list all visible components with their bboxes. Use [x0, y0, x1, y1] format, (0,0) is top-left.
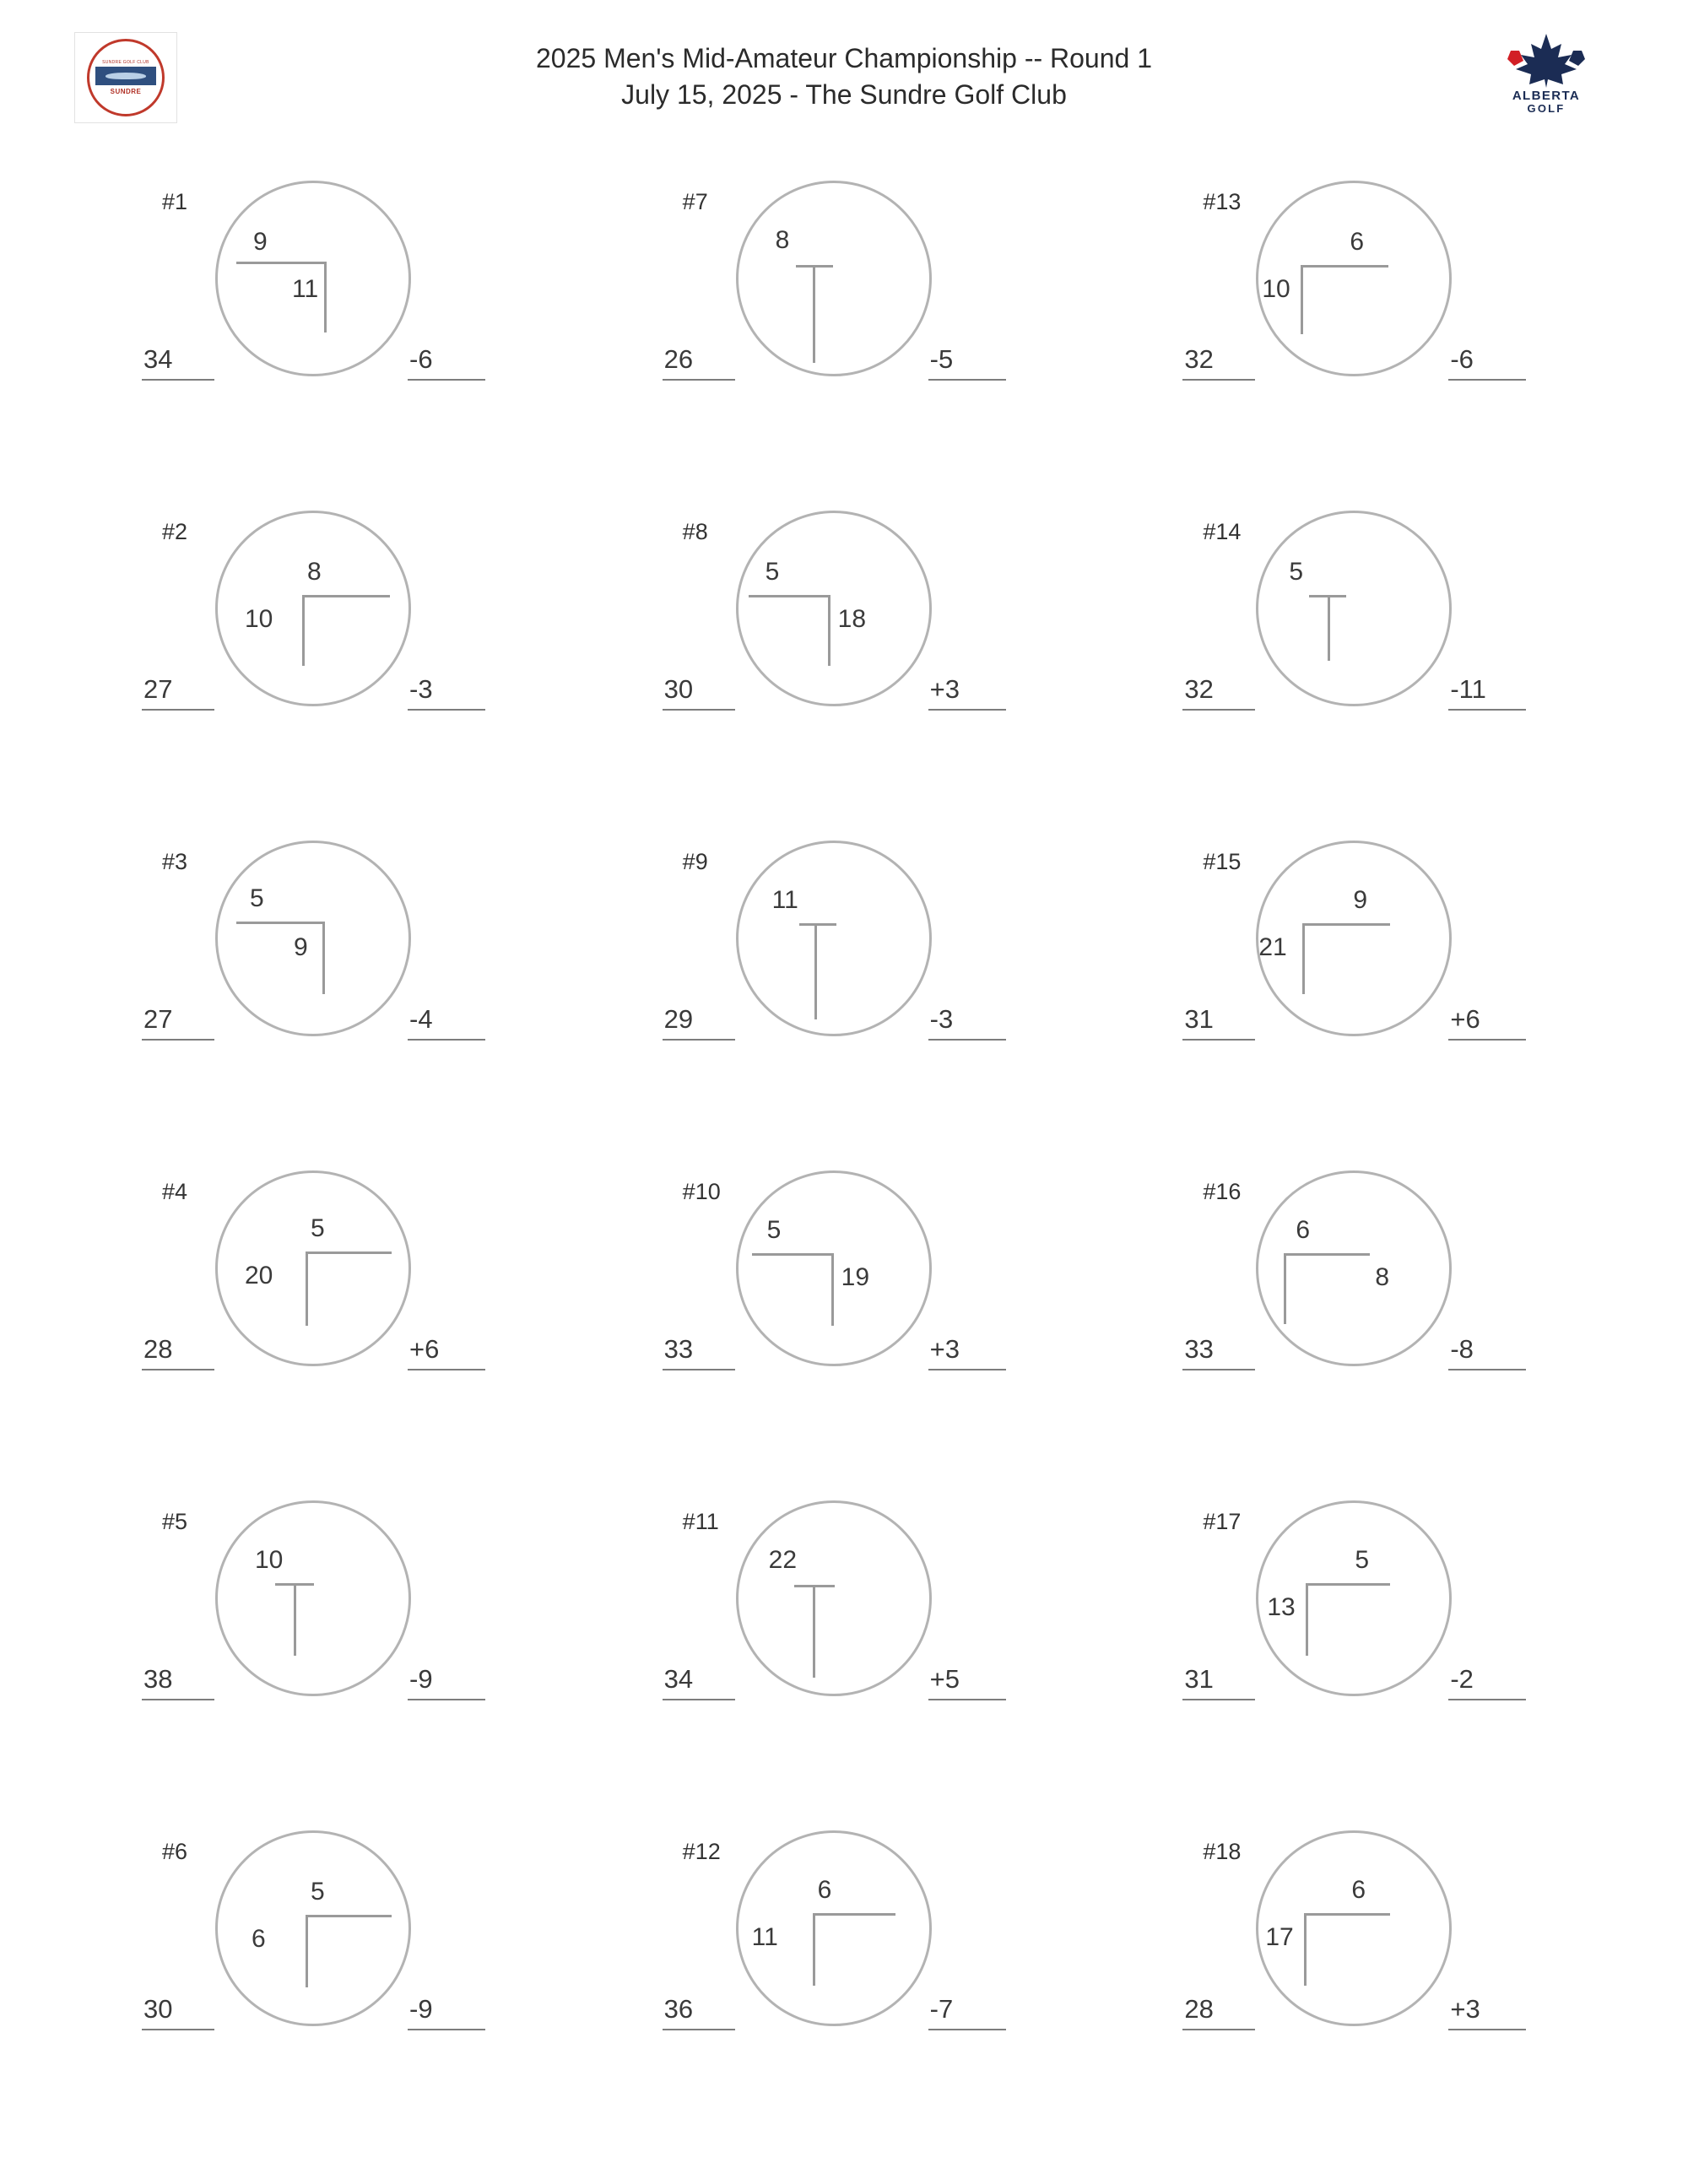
left-stat-rule — [1182, 1699, 1255, 1700]
mark-horizontal — [1302, 923, 1390, 926]
right-stat — [928, 1994, 1021, 2030]
hole-number: #7 — [682, 189, 708, 214]
hole-row — [0, 825, 1688, 1155]
left-stat — [663, 344, 744, 381]
hole-number: #12 — [682, 1839, 721, 1864]
left-stat — [663, 1004, 744, 1041]
alberta-golf-wordmark — [1512, 89, 1580, 114]
hole-circle — [736, 1170, 932, 1366]
hole-cell-13 — [1167, 165, 1688, 495]
right-stat-value: -3 — [409, 674, 433, 704]
hole-cell-8 — [647, 495, 1168, 825]
crest-icon — [87, 39, 165, 116]
left-stat-rule — [663, 2029, 735, 2030]
hole-number: #4 — [162, 1179, 188, 1204]
left-stat-rule — [663, 1369, 735, 1370]
hole-number: #8 — [682, 519, 708, 544]
hole-circle — [736, 1500, 932, 1696]
mark-vertical — [306, 1251, 308, 1326]
title-line-2: July 15, 2025 - The Sundre Golf Club — [621, 79, 1067, 111]
hole-cell-18 — [1167, 1815, 1688, 2145]
putts-value: 21 — [1258, 933, 1287, 961]
left-stat-value: 33 — [663, 1334, 694, 1364]
crest-top-text: SUNDRE GOLF CLUB — [102, 59, 149, 65]
right-stat-rule — [928, 1039, 1006, 1041]
left-stat-rule — [142, 2029, 214, 2030]
left-stat — [1182, 1994, 1263, 2030]
strokes-value: 5 — [250, 884, 264, 912]
left-stat-rule — [663, 379, 735, 381]
alberta-golf-line-2: GOLF — [1527, 101, 1566, 115]
strokes-value: 22 — [768, 1546, 798, 1574]
left-stat — [1182, 344, 1263, 381]
mark-horizontal — [749, 595, 830, 597]
hole-number: #13 — [1203, 189, 1242, 214]
right-stat — [928, 674, 1021, 711]
maple-leaf-icon — [1502, 32, 1590, 88]
left-stat-rule — [142, 709, 214, 711]
left-stat — [1182, 674, 1263, 711]
left-stat-value: 38 — [143, 1664, 173, 1694]
hole-cell-7 — [647, 165, 1168, 495]
right-stat-value: +6 — [409, 1334, 440, 1364]
left-stat-value: 34 — [143, 344, 173, 374]
putts-value: 10 — [245, 605, 273, 633]
right-stat — [408, 1664, 500, 1700]
left-stat-rule — [663, 709, 735, 711]
mark-horizontal — [1304, 1913, 1390, 1916]
strokes-value: 5 — [1289, 558, 1304, 586]
right-stat-rule — [1448, 379, 1526, 381]
hole-row — [0, 1155, 1688, 1485]
hole-cell-11 — [647, 1485, 1168, 1815]
left-stat-value: 36 — [663, 1994, 694, 2024]
hole-cell-12 — [647, 1815, 1168, 2145]
mark-horizontal — [306, 1251, 392, 1254]
strokes-value: 5 — [311, 1878, 325, 1906]
hole-number: #10 — [682, 1179, 721, 1204]
right-stat-value: -9 — [409, 1994, 433, 2024]
hole-cell-9 — [647, 825, 1168, 1155]
left-stat-rule — [142, 1369, 214, 1370]
mark-vertical — [828, 595, 830, 666]
left-stat — [663, 1334, 744, 1370]
hole-grid — [0, 165, 1688, 2145]
hole-number: #16 — [1203, 1179, 1242, 1204]
left-stat-rule — [1182, 2029, 1255, 2030]
hole-circle — [215, 1830, 411, 2026]
mark-horizontal — [813, 1913, 895, 1916]
left-stat-value: 27 — [143, 1004, 173, 1034]
left-stat-rule — [663, 1699, 735, 1700]
right-stat-rule — [408, 379, 485, 381]
alberta-golf-logo — [1496, 32, 1597, 125]
hole-cell-1 — [127, 165, 647, 495]
putts-value: 6 — [252, 1925, 266, 1953]
right-stat-value: +3 — [929, 1334, 960, 1364]
right-stat-rule — [1448, 2029, 1526, 2030]
left-stat-rule — [663, 1039, 735, 1041]
right-stat-value: -6 — [1450, 344, 1474, 374]
right-stat — [408, 1334, 500, 1370]
mark-vertical — [1284, 1253, 1286, 1324]
hole-number: #3 — [162, 849, 188, 874]
left-stat-value: 30 — [663, 674, 694, 704]
putts-value: 11 — [292, 275, 319, 303]
right-stat — [1448, 1994, 1541, 2030]
hole-row — [0, 1485, 1688, 1815]
strokes-value: 10 — [255, 1546, 284, 1574]
putts-value: 19 — [841, 1263, 870, 1291]
right-stat-rule — [1448, 1699, 1526, 1700]
right-stat-rule — [408, 709, 485, 711]
right-stat-rule — [408, 1369, 485, 1370]
strokes-value: 6 — [817, 1876, 832, 1904]
putts-value: 18 — [837, 605, 867, 633]
right-stat-rule — [928, 379, 1006, 381]
right-stat-value: -9 — [409, 1664, 433, 1694]
left-stat — [1182, 1664, 1263, 1700]
hole-circle — [1256, 511, 1452, 706]
left-stat-rule — [1182, 1369, 1255, 1370]
left-stat — [1182, 1334, 1263, 1370]
right-stat — [928, 1664, 1021, 1700]
strokes-value: 6 — [1351, 1876, 1366, 1904]
mark-horizontal — [752, 1253, 833, 1256]
left-stat-value: 26 — [663, 344, 694, 374]
sundre-golf-club-crest — [74, 32, 177, 123]
right-stat-value: +3 — [929, 674, 960, 704]
putts-value: 8 — [1375, 1263, 1390, 1291]
right-stat-rule — [408, 1699, 485, 1700]
right-stat — [1448, 1004, 1541, 1041]
right-stat-rule — [1448, 1369, 1526, 1370]
alberta-golf-line-1: ALBERTA — [1512, 89, 1581, 103]
strokes-value: 8 — [307, 558, 322, 586]
left-stat — [142, 344, 223, 381]
putts-value: 17 — [1265, 1923, 1294, 1951]
left-stat-rule — [142, 379, 214, 381]
left-stat — [142, 1334, 223, 1370]
right-stat-value: -11 — [1450, 674, 1486, 704]
mark-vertical — [831, 1253, 834, 1326]
mark-vertical — [1328, 595, 1330, 661]
right-stat-value: +5 — [929, 1664, 960, 1694]
right-stat-rule — [408, 1039, 485, 1041]
right-stat — [1448, 674, 1541, 711]
hole-number: #17 — [1203, 1509, 1242, 1534]
hole-number: #9 — [682, 849, 708, 874]
mark-vertical — [324, 262, 327, 332]
strokes-value: 11 — [771, 886, 798, 914]
left-stat-value: 32 — [1184, 344, 1214, 374]
hole-cell-3 — [127, 825, 647, 1155]
page-title — [0, 41, 1688, 113]
hole-cell-6 — [127, 1815, 647, 2145]
strokes-value: 5 — [765, 558, 780, 586]
left-stat-rule — [142, 1699, 214, 1700]
mark-vertical — [294, 1583, 296, 1656]
mark-vertical — [1306, 1583, 1308, 1656]
page-header — [0, 0, 1688, 160]
right-stat — [928, 344, 1021, 381]
left-stat-value: 31 — [1184, 1004, 1214, 1034]
right-stat-value: +6 — [1450, 1004, 1480, 1034]
mark-vertical — [1301, 265, 1303, 334]
right-stat-value: -7 — [929, 1994, 954, 2024]
mark-vertical — [813, 265, 815, 363]
hole-row — [0, 495, 1688, 825]
left-stat — [663, 674, 744, 711]
right-stat-rule — [928, 2029, 1006, 2030]
left-stat-value: 27 — [143, 674, 173, 704]
hole-circle — [215, 1500, 411, 1696]
left-stat — [142, 1004, 223, 1041]
right-stat-rule — [928, 1369, 1006, 1370]
left-stat-value: 30 — [143, 1994, 173, 2024]
right-stat-value: -4 — [409, 1004, 433, 1034]
mark-horizontal — [1306, 1583, 1390, 1586]
putts-value: 9 — [294, 933, 308, 961]
hole-number: #2 — [162, 519, 188, 544]
putts-value: 11 — [751, 1923, 778, 1951]
right-stat-value: +3 — [1450, 1994, 1480, 2024]
hole-row — [0, 1815, 1688, 2145]
hole-cell-16 — [1167, 1155, 1688, 1485]
left-stat-rule — [1182, 379, 1255, 381]
hole-number: #18 — [1203, 1839, 1242, 1864]
right-stat — [1448, 1334, 1541, 1370]
hole-number: #5 — [162, 1509, 188, 1534]
hole-cell-4 — [127, 1155, 647, 1485]
right-stat-value: -3 — [929, 1004, 954, 1034]
right-stat-rule — [1448, 1039, 1526, 1041]
mark-vertical — [1304, 1913, 1307, 1986]
left-stat — [663, 1664, 744, 1700]
right-stat — [408, 674, 500, 711]
left-stat-value: 28 — [1184, 1994, 1214, 2024]
crest-bottom-text: SUNDRE — [110, 87, 142, 95]
left-stat-value: 33 — [1184, 1334, 1214, 1364]
left-stat-value: 31 — [1184, 1664, 1214, 1694]
left-stat-value: 34 — [663, 1664, 694, 1694]
right-stat — [1448, 344, 1541, 381]
strokes-value: 5 — [766, 1216, 782, 1244]
hole-number: #14 — [1203, 519, 1242, 544]
left-stat-rule — [142, 1039, 214, 1041]
hole-number: #1 — [162, 189, 188, 214]
mark-vertical — [1302, 923, 1305, 994]
hole-cell-17 — [1167, 1485, 1688, 1815]
strokes-value: 5 — [1355, 1546, 1370, 1574]
right-stat-rule — [1448, 709, 1526, 711]
hole-row — [0, 165, 1688, 495]
strokes-value: 9 — [253, 228, 268, 256]
mark-vertical — [306, 1915, 308, 1987]
right-stat-rule — [408, 2029, 485, 2030]
right-stat-rule — [928, 1699, 1006, 1700]
mark-horizontal — [1284, 1253, 1370, 1256]
hole-number: #11 — [682, 1509, 719, 1534]
left-stat — [142, 1664, 223, 1700]
left-stat-rule — [1182, 709, 1255, 711]
left-stat-rule — [1182, 1039, 1255, 1041]
right-stat-value: -2 — [1450, 1664, 1474, 1694]
right-stat — [1448, 1664, 1541, 1700]
right-stat-value: -5 — [929, 344, 954, 374]
strokes-value: 5 — [311, 1214, 325, 1242]
right-stat — [928, 1334, 1021, 1370]
right-stat — [928, 1004, 1021, 1041]
left-stat — [142, 1994, 223, 2030]
hole-cell-14 — [1167, 495, 1688, 825]
strokes-value: 6 — [1296, 1216, 1311, 1244]
hole-cell-5 — [127, 1485, 647, 1815]
left-stat-value: 29 — [663, 1004, 694, 1034]
putts-value: 10 — [1262, 275, 1290, 303]
left-stat-value: 32 — [1184, 674, 1214, 704]
left-stat — [663, 1994, 744, 2030]
right-stat-value: -6 — [409, 344, 433, 374]
mark-vertical — [302, 595, 305, 666]
hole-number: #6 — [162, 1839, 188, 1864]
title-line-1: 2025 Men's Mid-Amateur Championship -- Round 1 — [535, 43, 1152, 73]
hole-cell-15 — [1167, 825, 1688, 1155]
left-stat — [1182, 1004, 1263, 1041]
mark-horizontal — [1301, 265, 1388, 268]
left-stat-value: 28 — [143, 1334, 173, 1364]
hole-circle — [736, 511, 932, 706]
strokes-value: 9 — [1353, 886, 1368, 914]
mark-horizontal — [799, 923, 836, 926]
right-stat — [408, 1004, 500, 1041]
hole-cell-10 — [647, 1155, 1168, 1485]
hole-circle — [215, 841, 411, 1036]
mark-horizontal — [302, 595, 390, 597]
putts-value: 13 — [1267, 1593, 1296, 1621]
left-stat — [142, 674, 223, 711]
mark-vertical — [813, 1913, 815, 1986]
strokes-value: 8 — [775, 226, 790, 254]
mark-horizontal — [236, 262, 326, 264]
right-stat-value: -8 — [1450, 1334, 1474, 1364]
mark-vertical — [813, 1585, 815, 1678]
crest-band — [95, 67, 156, 85]
strokes-value: 6 — [1350, 228, 1365, 256]
hole-circle — [736, 181, 932, 376]
hole-circle — [736, 841, 932, 1036]
putts-value: 20 — [245, 1262, 273, 1289]
right-stat — [408, 1994, 500, 2030]
right-stat — [408, 344, 500, 381]
mark-horizontal — [306, 1915, 392, 1917]
hole-number: #15 — [1203, 849, 1242, 874]
hole-cell-2 — [127, 495, 647, 825]
mark-vertical — [322, 922, 325, 994]
mark-vertical — [814, 923, 817, 1019]
right-stat-rule — [928, 709, 1006, 711]
mark-horizontal — [236, 922, 324, 924]
